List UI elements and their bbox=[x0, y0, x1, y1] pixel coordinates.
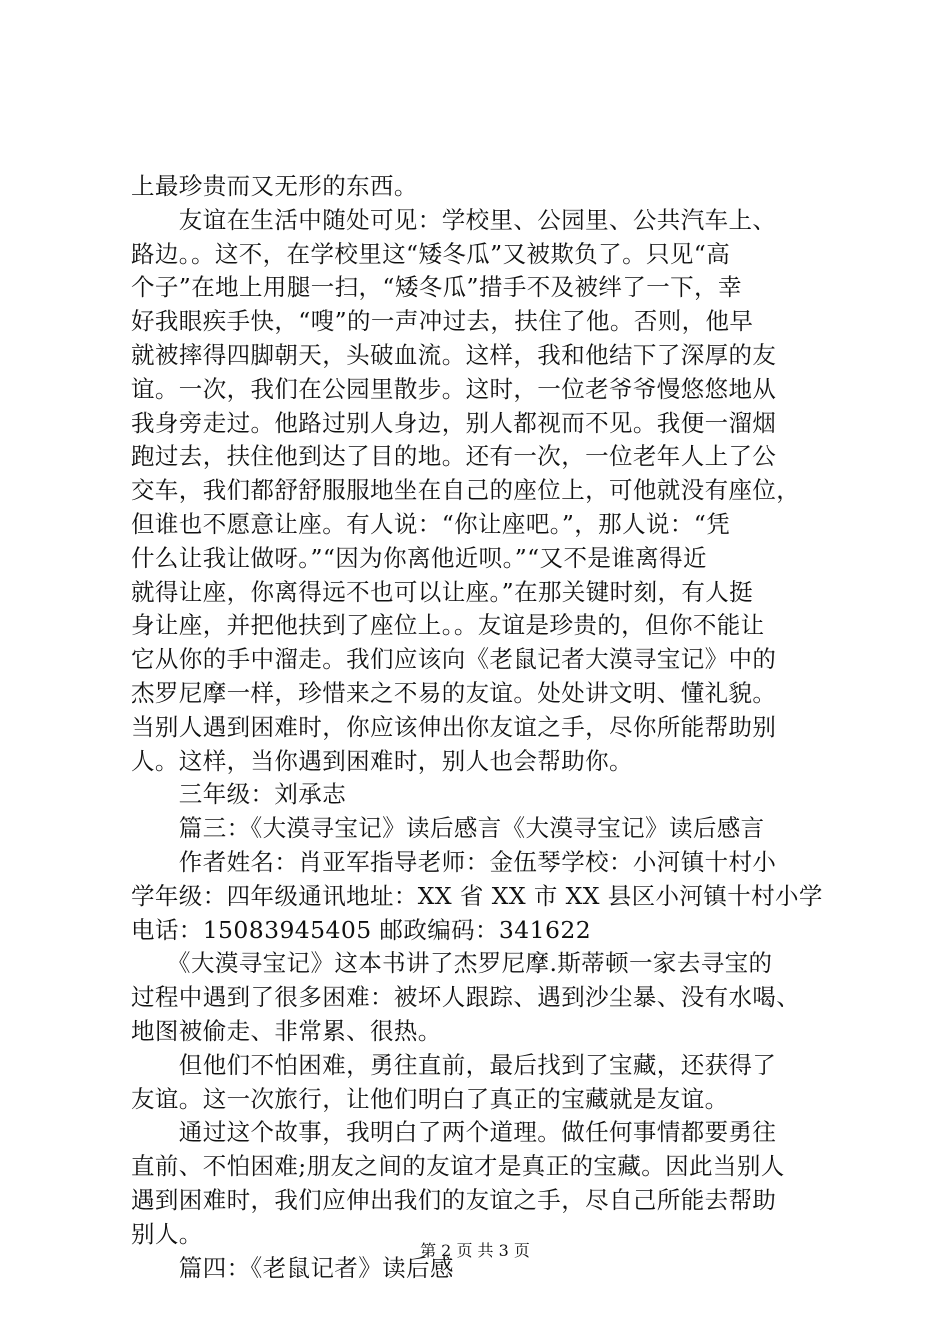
text-line: 过程中遇到了很多困难：被坏人跟踪、遇到沙尘暴、没有水喝、 bbox=[131, 983, 801, 1012]
text-line: 就被摔得四脚朝天，头破血流。这样，我和他结下了深厚的友 bbox=[131, 340, 777, 369]
text-line: 上最珍贵而又无形的东西。 bbox=[131, 172, 418, 200]
text-line: 《大漠寻宝记》这本书讲了杰罗尼摩.斯蒂顿一家去寻宝的 bbox=[131, 949, 773, 978]
text-line: 杰罗尼摩一样，珍惜来之不易的友谊。处处讲文明、懂礼貌。 bbox=[131, 678, 777, 707]
text-line: 谊。一次，我们在公园里散步。这时，一位老爷爷慢悠悠地从 bbox=[131, 374, 777, 403]
text-line: 什么让我让做呀。”“因为你离他近呗。”“又不是谁离得近 bbox=[131, 543, 707, 572]
text-line: 别人。 bbox=[131, 1219, 203, 1248]
text-line: 电话：15083945405 邮政编码：341622 bbox=[131, 915, 592, 944]
text-line: 交车，我们都舒舒服服地坐在自己的座位上，可他就没有座位， bbox=[131, 476, 801, 505]
text-line: 它从你的手中溜走。我们应该向《老鼠记者大漠寻宝记》中的 bbox=[131, 645, 777, 674]
text-line: 我身旁走过。他路过别人身边，别人都视而不见。我便一溜烟 bbox=[131, 408, 777, 437]
text-line: 学年级：四年级通讯地址：XX 省 XX 市 XX 县区小河镇十村小学 bbox=[131, 881, 823, 910]
text-line: 直前、不怕困难;朋友之间的友谊才是真正的宝藏。因此当别人 bbox=[131, 1152, 785, 1181]
text-line: 个子”在地上用腿一扫，“矮冬瓜”措手不及被绊了一下，幸 bbox=[131, 273, 742, 302]
text-line: 但他们不怕困难，勇往直前，最后找到了宝藏，还获得了 bbox=[131, 1050, 777, 1079]
page-footer: 第 2 页 共 3 页 bbox=[420, 1241, 530, 1260]
text-line: 通过这个故事，我明白了两个道理。做任何事情都要勇往 bbox=[131, 1118, 777, 1147]
text-line: 当别人遇到困难时，你应该伸出你友谊之手，尽你所能帮助别 bbox=[131, 712, 777, 741]
text-line: 但谁也不愿意让座。有人说：“你让座吧。”，那人说：“凭 bbox=[131, 509, 731, 538]
text-line: 地图被偷走、非常累、很热。 bbox=[131, 1016, 442, 1045]
text-line: 身让座，并把他扶到了座位上。。友谊是珍贵的，但你不能让 bbox=[131, 611, 765, 640]
text-line: 跑过去，扶住他到达了目的地。还有一次，一位老年人上了公 bbox=[131, 442, 777, 471]
text-line: 遇到困难时，我们应伸出我们的友谊之手，尽自己所能去帮助 bbox=[131, 1185, 777, 1214]
text-line: 路边。。这不，在学校里这“矮冬瓜”又被欺负了。只见“高 bbox=[131, 239, 731, 268]
text-line: 友谊。这一次旅行，让他们明白了真正的宝藏就是友谊。 bbox=[131, 1084, 729, 1113]
text-line: 好我眼疾手快，“嗖”的一声冲过去，扶住了他。否则，他早 bbox=[131, 307, 754, 336]
section-heading: 篇三：《大漠寻宝记》读后感言《大漠寻宝记》读后感言 bbox=[131, 814, 765, 843]
text-line: 作者姓名：肖亚军指导老师：金伍琴学校：小河镇十村小 bbox=[131, 847, 777, 876]
text-line: 友谊在生活中随处可见：学校里、公园里、公共汽车上、 bbox=[131, 205, 777, 234]
author-line: 三年级：刘承志 bbox=[131, 780, 347, 809]
text-line: 人。这样，当你遇到困难时，别人也会帮助你。 bbox=[131, 746, 633, 775]
document-body bbox=[131, 170, 831, 1285]
section-heading: 篇四：《老鼠记者》读后感 bbox=[131, 1253, 454, 1282]
text-line: 就得让座，你离得远不也可以让座。”在那关键时刻，有人挺 bbox=[131, 577, 754, 606]
